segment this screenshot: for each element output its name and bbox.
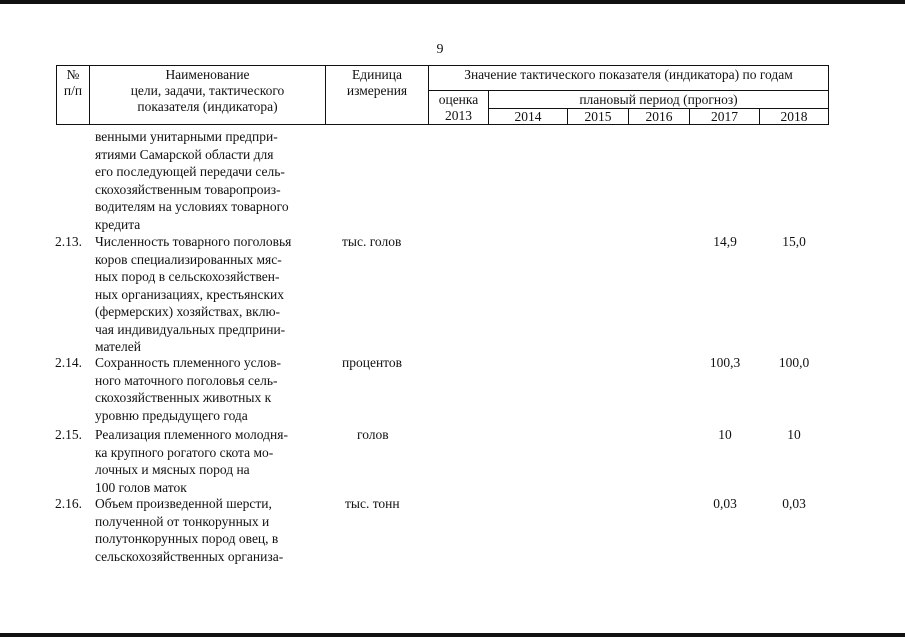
row-unit: голов — [357, 427, 389, 442]
header-top-border — [56, 65, 829, 66]
row-value-2018: 15,0 — [782, 234, 806, 249]
row-value-2017: 100,3 — [709, 355, 741, 370]
header-year-2016: 2016 — [645, 109, 673, 124]
row-description: Численность товарного поголовья коров специализированных мяс- ных пород в сельскохозяйствен- ных организациях, крестьянских (фермерских) хозяйствах, вклю- чая индивидуальных предприни- мателей — [95, 234, 292, 354]
header-plan-period: плановый период (прогноз) — [579, 92, 738, 107]
header-col-name: Наименование цели, задачи, тактического показателя (индикатора) — [130, 67, 285, 114]
scan-border-bottom — [0, 633, 905, 637]
row-unit: тыс. тонн — [345, 496, 400, 511]
row-value-2018: 100,0 — [778, 355, 810, 370]
row-value-2017: 0,03 — [713, 496, 737, 511]
col-border-right — [828, 65, 829, 125]
header-col-no: № п/п — [63, 67, 83, 98]
header-col-unit: Единица измерения — [346, 67, 408, 98]
row-number: 2.15. — [55, 427, 82, 442]
row-value-2018: 0,03 — [782, 496, 806, 511]
scan-border-top — [0, 0, 905, 4]
row-unit: тыс. голов — [342, 234, 402, 249]
header-year-2014: 2014 — [514, 109, 542, 124]
row-value-2017: 10 — [718, 427, 732, 442]
row-description: Сохранность племенного услов- ного маточного поголовья сель- скохозяйственных животных к уровню предыдущего года — [95, 355, 281, 423]
header-estimate: оценка 2013 — [438, 92, 479, 123]
row-number: 2.13. — [55, 234, 82, 249]
row-value-2018: 10 — [787, 427, 801, 442]
header-col-value: Значение тактического показателя (индикатора) по годам — [464, 67, 793, 82]
header-year-2017: 2017 — [711, 109, 738, 124]
row-description: Объем произведенной шерсти, полученной от тонкорунных и полутонкорунных пород овец, в сельскохозяйственных организа- — [95, 496, 284, 564]
row-number: 2.14. — [55, 355, 82, 370]
row-unit: процентов — [342, 355, 403, 370]
header-year-2015: 2015 — [584, 109, 612, 124]
row-description: Реализация племенного молодня- ка крупного рогатого скота мо- лочных и мясных пород на 100 голов маток — [95, 427, 288, 495]
continuation-text: венными унитарными предпри- ятиями Самарской области для его последующей передачи сель- скохозяйственным товаропроиз- водителям на условиях товарного кредита — [95, 129, 289, 232]
header-year-2018: 2018 — [780, 109, 808, 124]
row-value-2017: 14,9 — [713, 234, 737, 249]
row-number: 2.16. — [55, 496, 82, 511]
page-number: 9 — [436, 42, 444, 57]
